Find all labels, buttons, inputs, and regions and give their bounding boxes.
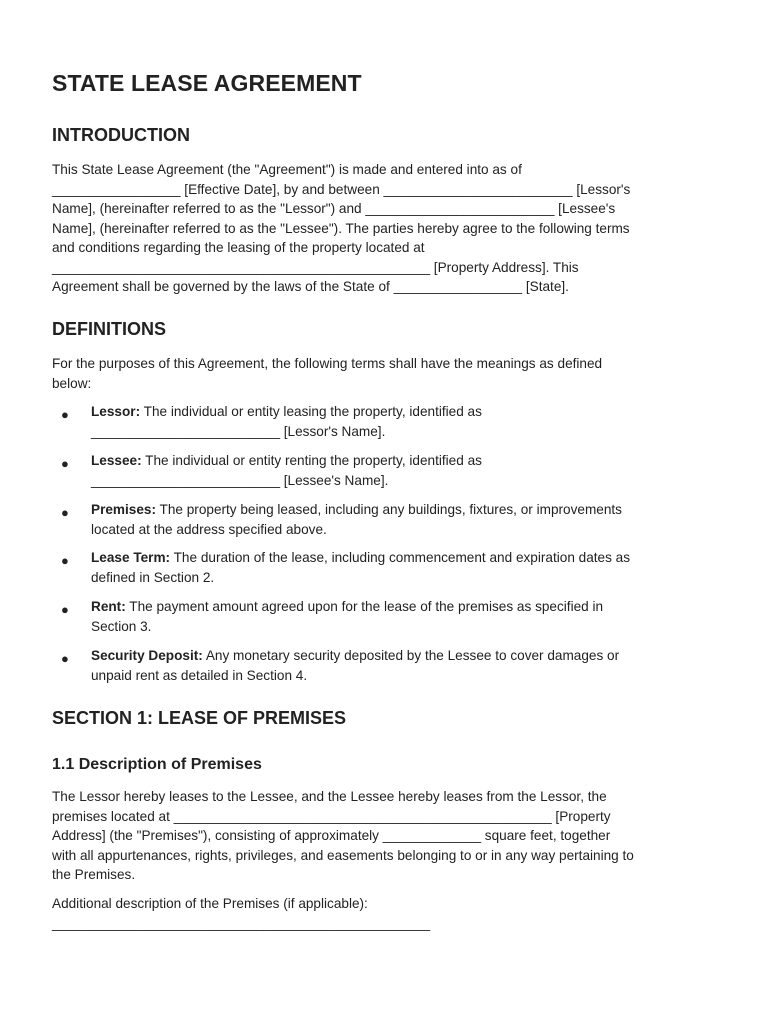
definition-description: Any monetary security deposited by the Lessee to cover damages or [202,648,620,663]
definition-text [91,646,721,685]
section1-line: Address] (the "Premises"), consisting of approximately _____________ square feet, together [52,828,611,843]
introduction-paragraph [52,160,630,297]
definition-term: Lease Term: [91,550,171,565]
definition-text [91,451,721,490]
additional-description-label: Additional description of the Premises (if applicable): [52,896,368,911]
additional-description [52,894,430,933]
definition-description-continued: Section 3. [91,618,152,634]
section1-subheading: 1.1 Description of Premises [52,756,262,773]
definitions-intro-line: below: [52,375,92,391]
definitions-intro-line: For the purposes of this Agreement, the following terms shall have the meanings as defined [52,356,603,371]
introduction-line: and conditions regarding the leasing of the property located at [52,240,425,255]
definition-description-continued: located at the address specified above. [91,521,327,537]
introduction-line: This State Lease Agreement (the "Agreement") is made and entered into as of [52,162,522,177]
definition-description-continued: unpaid rent as detailed in Section 4. [91,667,308,683]
definition-text [91,548,721,587]
definition-description-continued: _________________________ [Lessor's Name]. [91,423,386,439]
definition-text [91,402,721,441]
section1-line: The Lessor hereby leases to the Lessee, and the Lessee hereby leases from the Lessor, the [52,789,607,804]
introduction-line: __________________________________________________ [Property Address]. This [52,259,579,275]
definition-text [91,500,721,539]
definition-description: The individual or entity leasing the property, identified as [140,404,482,419]
section1-line: premises located at __________________________________________________ [Property [52,808,611,824]
bullet-icon: ● [61,505,69,520]
introduction-heading: INTRODUCTION [52,125,190,145]
definition-text [91,597,721,636]
bullet-icon: ● [61,553,69,568]
definition-description: The individual or entity renting the property, identified as [141,453,482,468]
definition-term: Lessee: [91,453,142,468]
definition-description: The duration of the lease, including commencement and expiration dates as [170,550,631,565]
additional-description-blank: __________________________________________________ [52,915,431,931]
definition-description-continued: _________________________ [Lessee's Name]. [91,472,389,488]
section1-line: with all appurtenances, rights, privileges, and easements belonging to or in any way pertaining to [52,847,634,863]
definition-term: Security Deposit: [91,648,203,663]
bullet-icon: ● [61,456,69,471]
definition-description: The property being leased, including any buildings, fixtures, or improvements [156,502,622,517]
section1-paragraph [52,787,634,885]
definition-term: Rent: [91,599,126,614]
introduction-line: Agreement shall be governed by the laws of the State of _________________ [State]. [52,279,569,294]
section1-heading: SECTION 1: LEASE OF PREMISES [52,708,347,728]
document-title: STATE LEASE AGREEMENT [52,70,362,96]
definition-term: Lessor: [91,404,141,419]
bullet-icon: ● [61,407,69,422]
definition-description-continued: defined in Section 2. [91,569,215,585]
bullet-icon: ● [61,602,69,617]
introduction-line: _________________ [Effective Date], by and between _________________________ [Lessor's [52,181,631,197]
definition-description: The payment amount agreed upon for the lease of the premises as specified in [125,599,604,614]
definitions-intro [52,354,602,393]
definitions-heading: DEFINITIONS [52,319,167,339]
introduction-line: Name], (hereinafter referred to as the "Lessee"). The parties hereby agree to the following terms [52,220,630,236]
definition-term: Premises: [91,502,156,517]
section1-line: the Premises. [52,867,136,882]
introduction-line: Name], (hereinafter referred to as the "Lessor") and _________________________ [Lessee's [52,201,616,216]
bullet-icon: ● [61,651,69,666]
